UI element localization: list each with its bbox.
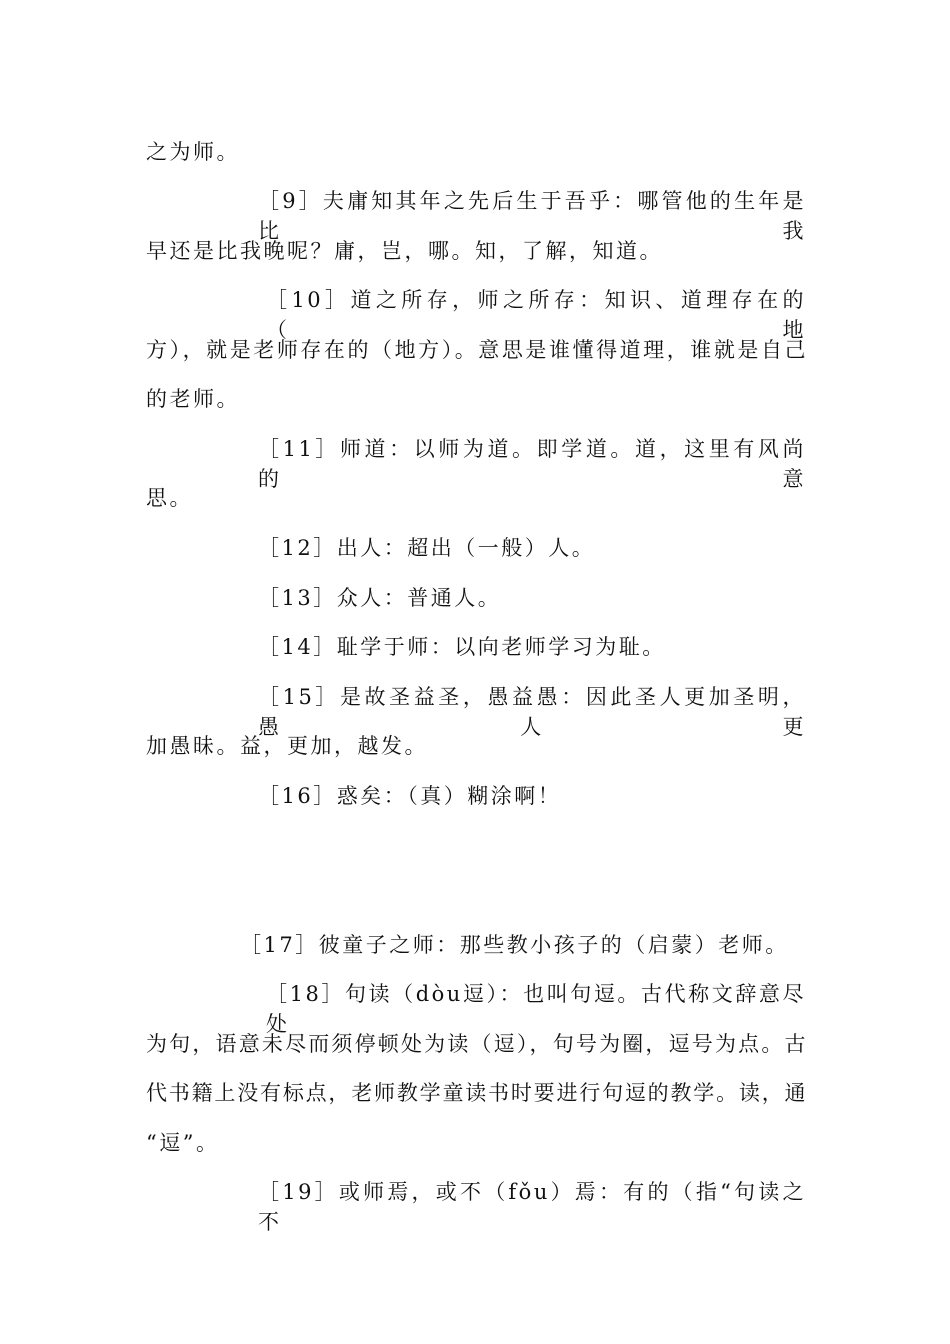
note-10-line-3: 的老师。 <box>146 387 240 411</box>
note-13: ［13］众人：普通人。 <box>258 586 502 610</box>
note-10-line-2: 方），就是老师存在的（地方）。意思是谁懂得道理，谁就是自己 <box>146 338 806 362</box>
note-17: ［17］彼童子之师：那些教小孩子的（启蒙）老师。 <box>240 933 789 957</box>
note-18-line-4: “逗”。 <box>146 1131 220 1155</box>
note-16: ［16］惑矣：（真）糊涂啊！ <box>258 784 562 808</box>
note-18-line-3: 代书籍上没有标点，老师教学童读书时要进行句逗的教学。读，通 <box>146 1081 806 1105</box>
note-18-line-2: 为句，语意未尽而须停顿处为读（逗），句号为圈，逗号为点。古 <box>146 1032 806 1056</box>
note-19-line-1: ［19］或师焉，或不（fǒu）焉：有的（指“句读之不 <box>258 1180 806 1234</box>
note-11-line-2: 思。 <box>146 486 193 510</box>
note-18-line-1: ［18］句读（dòu逗）：也叫句逗。古代称文辞意尽处 <box>266 982 806 1036</box>
note-14: ［14］耻学于师：以向老师学习为耻。 <box>258 635 666 659</box>
note-9-line-1: ［9］夫庸知其年之先后生于吾乎：哪管他的生年是比我 <box>258 189 806 243</box>
note-15-line-2: 加愚昧。益，更加，越发。 <box>146 734 428 758</box>
note-15-line-1: ［15］是故圣益圣，愚益愚：因此圣人更加圣明，愚人更 <box>258 685 806 739</box>
text-line: 之为师。 <box>146 140 240 164</box>
note-12: ［12］出人：超出（一般）人。 <box>258 536 596 560</box>
note-10-line-1: ［10］道之所存，师之所存：知识、道理存在的（地 <box>266 288 806 342</box>
note-9-line-2: 早还是比我晚呢？庸，岂，哪。知，了解，知道。 <box>146 239 663 263</box>
note-11-line-1: ［11］师道：以师为道。即学道。道，这里有风尚的意 <box>258 437 806 491</box>
